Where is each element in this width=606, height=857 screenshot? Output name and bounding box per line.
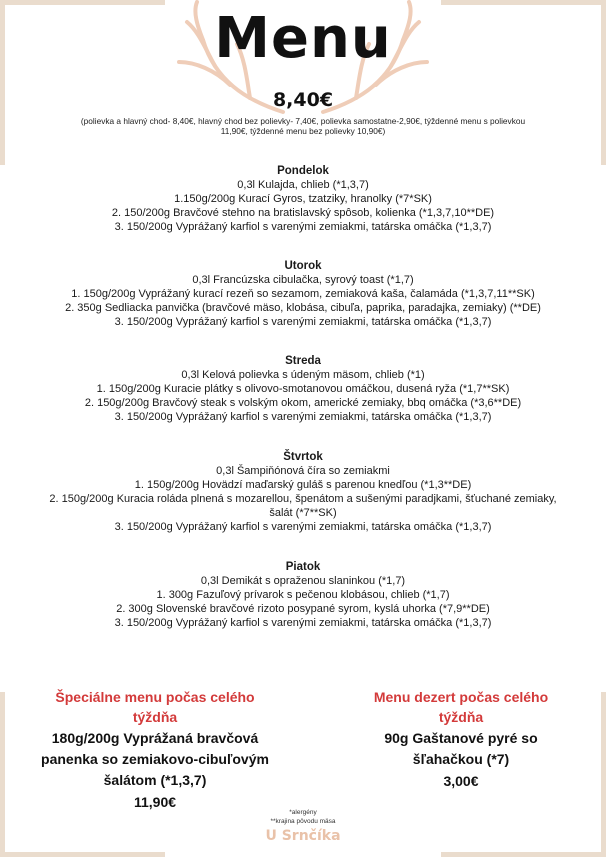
dessert-weekly-menu — [356, 687, 566, 792]
day-name: Štvrtok — [283, 451, 323, 463]
price-note: (polievka a hlavný chod- 8,40€, hlavný chod bez polievky- 7,40€, polievka samostatne-2,90€, týždenné menu s polievkou 11,90€, týždenné menu bez polievky 10,90€) — [80, 116, 526, 136]
menu-line: 2. 150g/200g Bravčový steak s volským okom, americké zemiaky, bbq omáčka (*3,6**DE) — [84, 397, 522, 409]
menu-line: 3. 150/200g Vyprážaný karfiol s varenými zemiakmi, tatárska omáčka (*1,3,7) — [114, 617, 492, 629]
day-section-tuesday — [6, 259, 600, 329]
menu-line: 3. 150/200g Vyprážaný karfiol s varenými zemiakmi, tatárska omáčka (*1,3,7) — [114, 521, 492, 533]
day-section-friday — [6, 560, 600, 630]
dessert-price: 3,00€ — [443, 773, 479, 789]
dessert-item: 90g Gaštanové pyré so šľahačkou (*7) — [384, 730, 538, 767]
page-title: Menu — [214, 6, 392, 71]
menu-line: 3. 150/200g Vyprážaný karfiol s varenými zemiakmi, tatárska omáčka (*1,3,7) — [114, 221, 492, 233]
corner-bottom-right-h — [441, 852, 606, 857]
allergen-note: *alergény — [289, 809, 317, 816]
menu-line: 2. 300g Slovenské bravčové rizoto posypané syrom, kyslá uhorka (*7,9**DE) — [116, 603, 490, 615]
menu-line: 1. 150g/200g Vyprážaný kurací rezeň so sezamom, zemiaková kaša, čalamáda (*1,3,7,11**SK) — [71, 288, 535, 300]
menu-line: 2. 150g/200g Kuracia roláda plnená s mozarellou, špenátom a sušenými paradjkami, šťuchané zemiaky, šalát (*7**SK) — [49, 493, 557, 519]
day-section-monday — [6, 164, 600, 234]
menu-line: 2. 150/200g Bravčové stehno na bratislavský spôsob, kolienka (*1,3,7,10**DE) — [111, 207, 495, 219]
menu-line: 1. 300g Fazuľový prívarok s pečenou klobásou, chlieb (*1,7) — [156, 589, 450, 601]
day-section-thursday — [6, 450, 600, 534]
corner-top-right-h — [441, 0, 606, 5]
special-heading: Špeciálne menu počas celého týždňa — [55, 689, 255, 725]
corner-top-left-h — [0, 0, 165, 5]
special-weekly-menu — [40, 687, 270, 813]
menu-line: 2. 350g Sedliacka panvička (bravčové mäso, klobása, cibuľa, paprika, paradajka, zemiaky) (**DE) — [65, 302, 541, 314]
menu-line: 1.150g/200g Kurací Gyros, tzatziky, hranolky (*7*SK) — [174, 193, 432, 205]
special-item: 180g/200g Vyprážaná bravčová panenka so zemiakovo-cibuľovým šalátom (*1,3,7) — [41, 730, 269, 788]
menu-line: 0,3l Kulajda, chlieb (*1,3,7) — [237, 179, 369, 191]
menu-line: 1. 150g/200g Hovädzí maďarský guláš s parenou knedľou (*1,3**DE) — [134, 479, 472, 491]
special-price: 11,90€ — [133, 794, 177, 810]
dessert-heading: Menu dezert počas celého týždňa — [373, 689, 549, 725]
menu-line: 3. 150/200g Vyprážaný karfiol s varenými zemiakmi, tatárska omáčka (*1,3,7) — [114, 316, 492, 328]
menu-line: 0,3l Francúzska cibulačka, syrový toast (*1,7) — [192, 274, 414, 286]
menu-line: 3. 150/200g Vyprážaný karfiol s varenými zemiakmi, tatárska omáčka (*1,3,7) — [114, 411, 492, 423]
menu-line: 1. 150g/200g Kuracie plátky s olivovo-smotanovou omáčkou, dusená ryža (*1,7**SK) — [96, 383, 510, 395]
origin-note: **krajina pôvodu mäsa — [270, 818, 336, 825]
corner-bottom-left-h — [0, 852, 165, 857]
menu-line: 0,3l Šampiňónová číra so zemiakmi — [216, 465, 390, 477]
menu-price: 8,40€ — [272, 89, 334, 111]
day-name: Streda — [285, 355, 321, 367]
day-name: Pondelok — [277, 165, 329, 177]
brand-name: U Srnčíka — [265, 828, 341, 844]
day-name: Utorok — [284, 260, 322, 272]
menu-line: 0,3l Demikát s opraženou slaninkou (*1,7) — [200, 575, 406, 587]
day-section-wednesday — [6, 354, 600, 424]
menu-line: 0,3l Kelová polievka s údeným mäsom, chlieb (*1) — [181, 369, 425, 381]
day-name: Piatok — [285, 561, 321, 573]
